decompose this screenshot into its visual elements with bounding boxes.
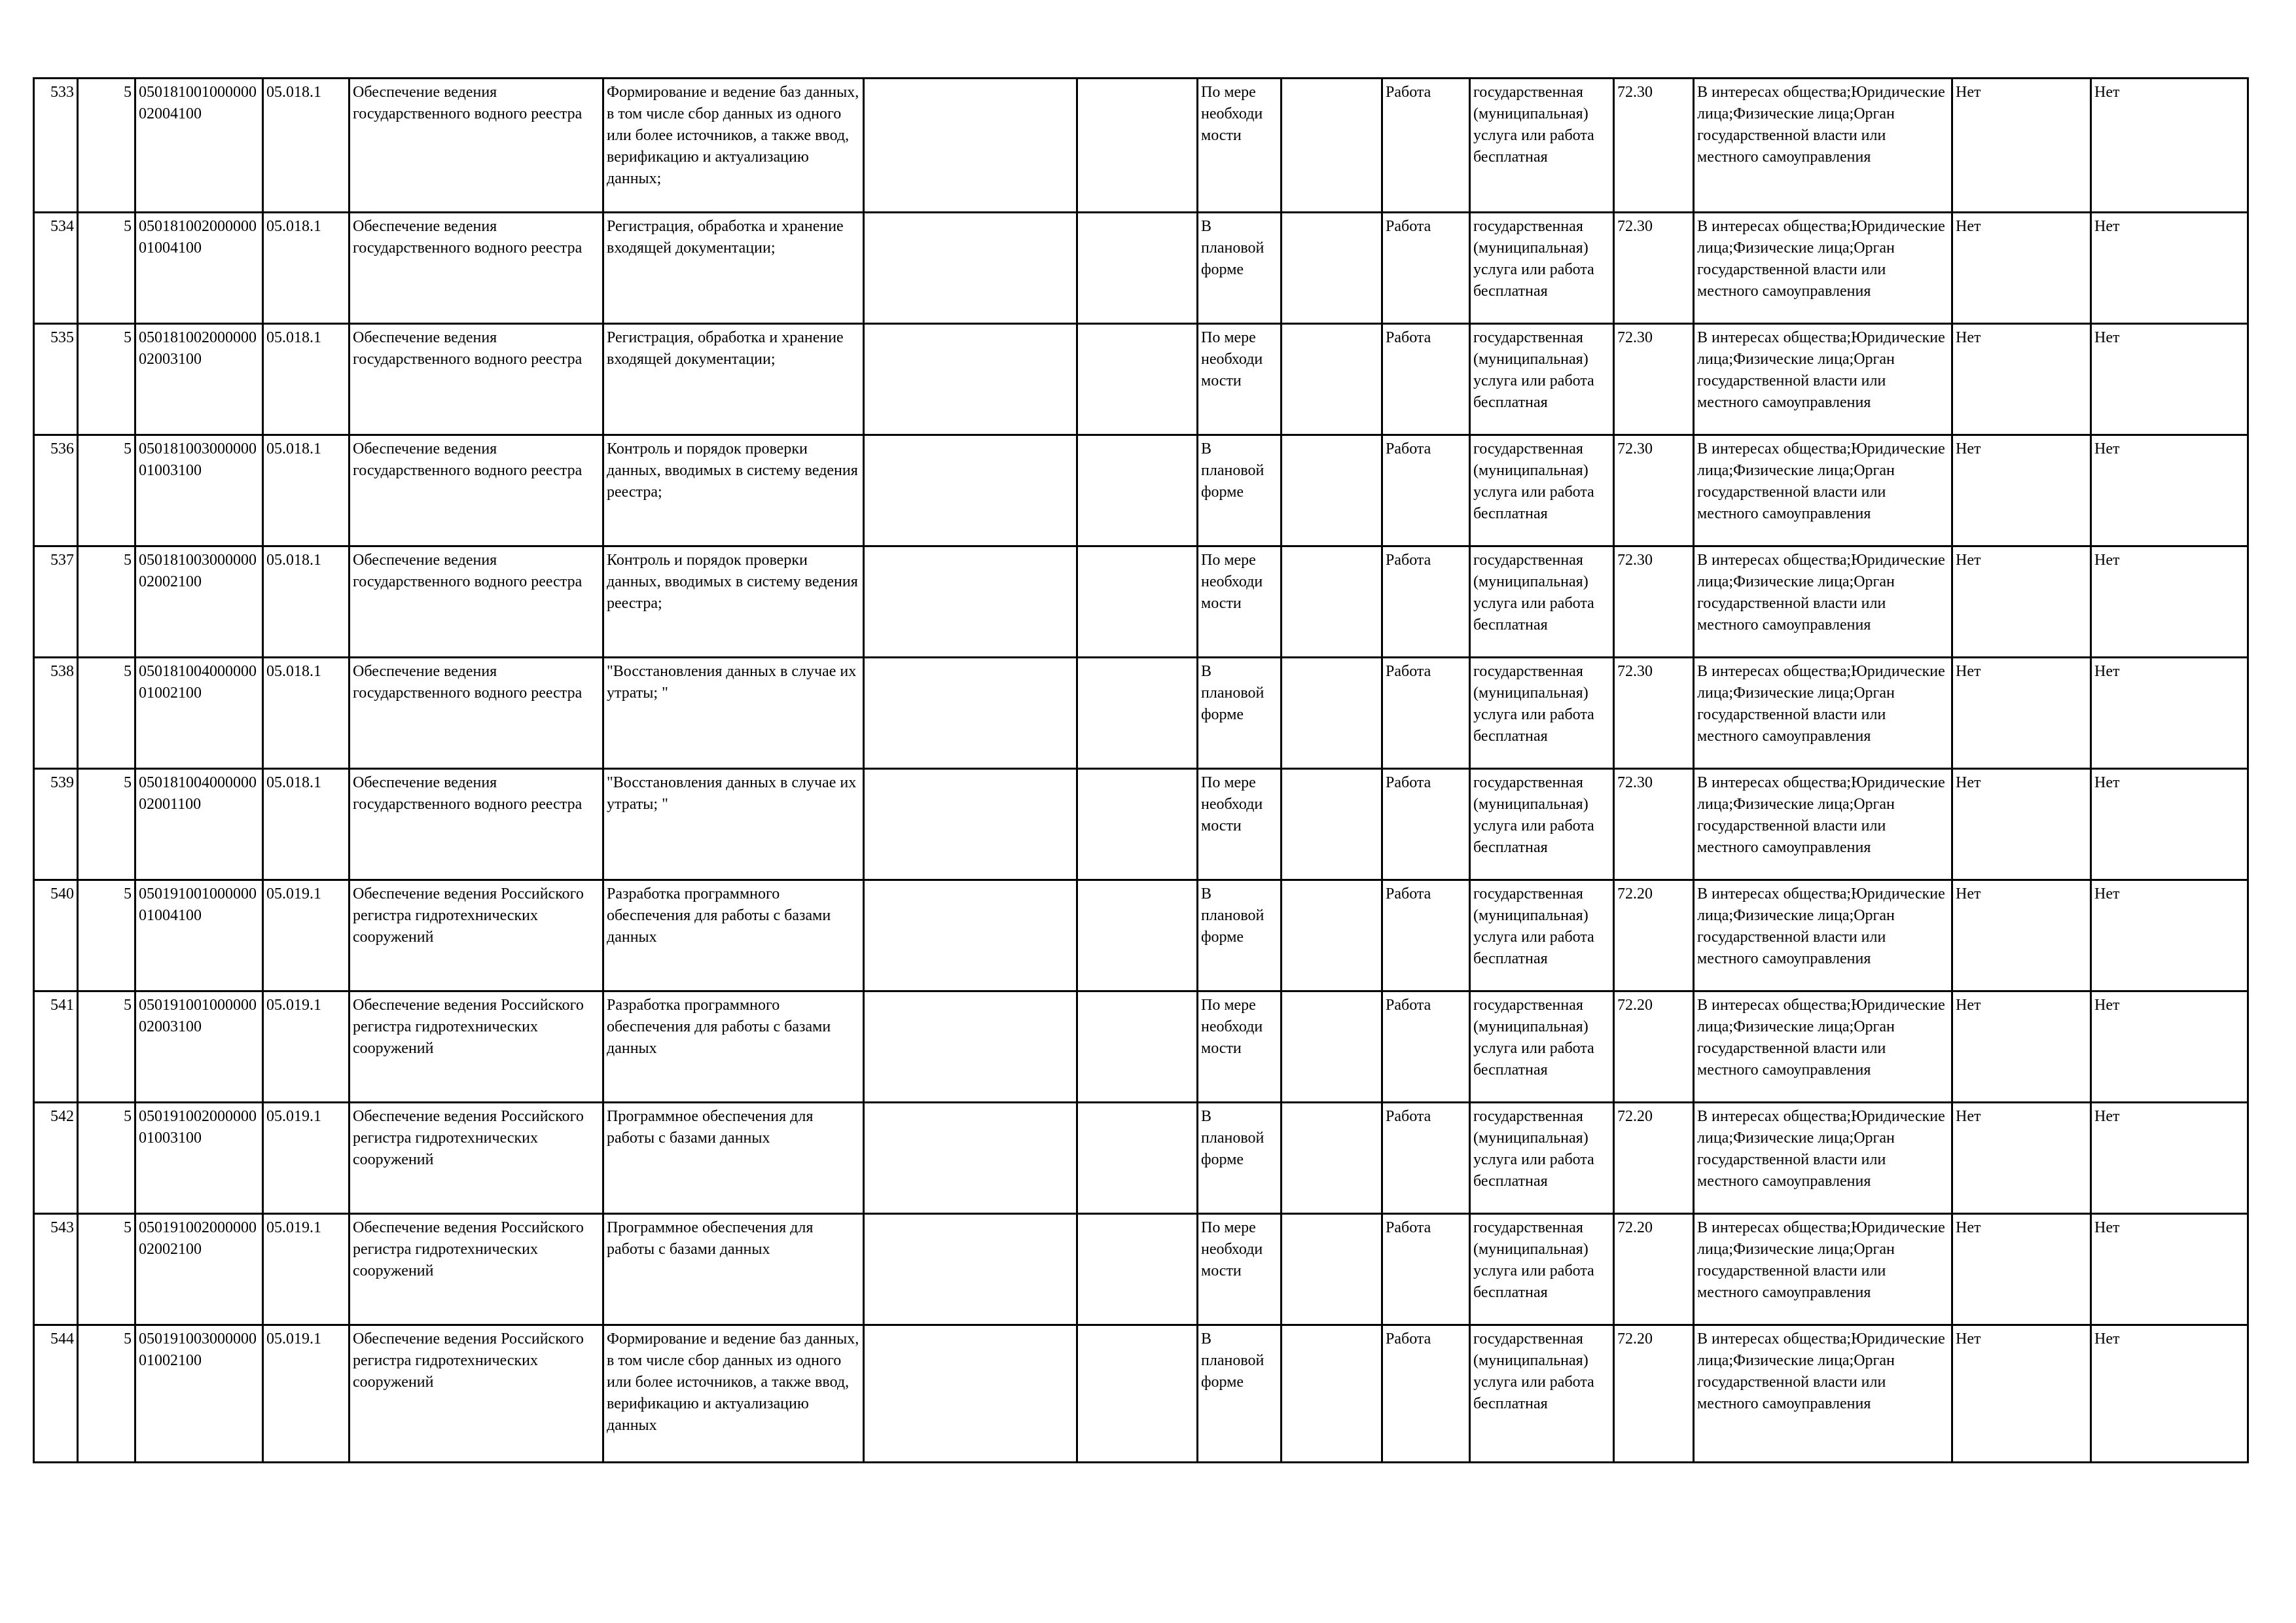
kind-cell: государственная (муниципальная) услуга или работа бесплатная <box>1470 658 1614 769</box>
service-name-cell: Обеспечение ведения Российского регистра гидротехнических сооружений <box>350 1325 603 1463</box>
row-number-cell: 534 <box>34 213 78 324</box>
okved-cell: 72.30 <box>1614 79 1694 213</box>
flag-cell-1: Нет <box>1952 324 2091 435</box>
empty-cell-10 <box>1282 324 1382 435</box>
registry-code-cell: 05019100100000002003100 <box>135 991 263 1103</box>
service-name-cell: Обеспечение ведения Российского регистра гидротехнических сооружений <box>350 880 603 991</box>
row-number-cell: 541 <box>34 991 78 1103</box>
table-row <box>34 79 2248 213</box>
level-cell: 5 <box>78 435 135 546</box>
empty-cell-8 <box>1077 769 1198 880</box>
work-content-cell: Формирование и ведение баз данных, в том числе сбор данных из одного или более источников, а также ввод, верификацию и актуализацию данных; <box>603 79 864 213</box>
empty-cell-10 <box>1282 546 1382 658</box>
section-code-cell: 05.018.1 <box>263 769 350 880</box>
work-content-cell: Формирование и ведение баз данных, в том числе сбор данных из одного или более источников, а также ввод, верификацию и актуализацию данных <box>603 1325 864 1463</box>
type-cell: Работа <box>1382 991 1470 1103</box>
registry-code-cell: 05018100200000002003100 <box>135 324 263 435</box>
flag-cell-1: Нет <box>1952 546 2091 658</box>
kind-cell: государственная (муниципальная) услуга или работа бесплатная <box>1470 1103 1614 1214</box>
empty-cell-8 <box>1077 79 1198 213</box>
flag-cell-2: Нет <box>2091 1325 2248 1463</box>
empty-cell-8 <box>1077 324 1198 435</box>
flag-cell-2: Нет <box>2091 213 2248 324</box>
kind-cell: государственная (муниципальная) услуга или работа бесплатная <box>1470 435 1614 546</box>
provision-form-cell: В плановой форме <box>1198 1325 1282 1463</box>
kind-cell: государственная (муниципальная) услуга или работа бесплатная <box>1470 1325 1614 1463</box>
empty-cell-8 <box>1077 880 1198 991</box>
work-content-cell: Программное обеспечения для работы с базами данных <box>603 1214 864 1325</box>
provision-form-cell: В плановой форме <box>1198 213 1282 324</box>
consumers-cell: В интересах общества;Юридические лица;Физические лица;Орган государственной власти или местного самоуправления <box>1694 79 1952 213</box>
okved-cell: 72.30 <box>1614 769 1694 880</box>
service-name-cell: Обеспечение ведения государственного водного реестра <box>350 769 603 880</box>
kind-cell: государственная (муниципальная) услуга или работа бесплатная <box>1470 546 1614 658</box>
section-code-cell: 05.018.1 <box>263 324 350 435</box>
level-cell: 5 <box>78 1325 135 1463</box>
empty-cell-8 <box>1077 1325 1198 1463</box>
empty-cell-7 <box>864 79 1077 213</box>
service-name-cell: Обеспечение ведения Российского регистра гидротехнических сооружений <box>350 1103 603 1214</box>
flag-cell-1: Нет <box>1952 769 2091 880</box>
work-content-cell: Регистрация, обработка и хранение входящей документации; <box>603 324 864 435</box>
okved-cell: 72.30 <box>1614 324 1694 435</box>
row-number-cell: 535 <box>34 324 78 435</box>
okved-cell: 72.30 <box>1614 435 1694 546</box>
flag-cell-2: Нет <box>2091 769 2248 880</box>
registry-code-cell: 05018100300000001003100 <box>135 435 263 546</box>
consumers-cell: В интересах общества;Юридические лица;Физические лица;Орган государственной власти или местного самоуправления <box>1694 546 1952 658</box>
empty-cell-8 <box>1077 213 1198 324</box>
type-cell: Работа <box>1382 880 1470 991</box>
section-code-cell: 05.019.1 <box>263 1325 350 1463</box>
service-name-cell: Обеспечение ведения государственного водного реестра <box>350 79 603 213</box>
section-code-cell: 05.019.1 <box>263 991 350 1103</box>
empty-cell-8 <box>1077 658 1198 769</box>
flag-cell-2: Нет <box>2091 324 2248 435</box>
consumers-cell: В интересах общества;Юридические лица;Физические лица;Орган государственной власти или местного самоуправления <box>1694 324 1952 435</box>
registry-code-cell: 05019100200000002002100 <box>135 1214 263 1325</box>
flag-cell-2: Нет <box>2091 79 2248 213</box>
registry-code-cell: 05018100400000002001100 <box>135 769 263 880</box>
empty-cell-8 <box>1077 991 1198 1103</box>
consumers-cell: В интересах общества;Юридические лица;Физические лица;Орган государственной власти или местного самоуправления <box>1694 1103 1952 1214</box>
level-cell: 5 <box>78 213 135 324</box>
service-name-cell: Обеспечение ведения государственного водного реестра <box>350 546 603 658</box>
level-cell: 5 <box>78 324 135 435</box>
registry-code-cell: 05019100300000001002100 <box>135 1325 263 1463</box>
okved-cell: 72.20 <box>1614 1103 1694 1214</box>
table-row <box>34 880 2248 991</box>
okved-cell: 72.20 <box>1614 1325 1694 1463</box>
type-cell: Работа <box>1382 213 1470 324</box>
empty-cell-7 <box>864 546 1077 658</box>
empty-cell-10 <box>1282 769 1382 880</box>
provision-form-cell: В плановой форме <box>1198 658 1282 769</box>
kind-cell: государственная (муниципальная) услуга или работа бесплатная <box>1470 213 1614 324</box>
empty-cell-10 <box>1282 880 1382 991</box>
provision-form-cell: По мере необходи мости <box>1198 546 1282 658</box>
consumers-cell: В интересах общества;Юридические лица;Физические лица;Орган государственной власти или местного самоуправления <box>1694 991 1952 1103</box>
empty-cell-10 <box>1282 79 1382 213</box>
table-row <box>34 1103 2248 1214</box>
service-name-cell: Обеспечение ведения государственного водного реестра <box>350 435 603 546</box>
consumers-cell: В интересах общества;Юридические лица;Физические лица;Орган государственной власти или местного самоуправления <box>1694 769 1952 880</box>
row-number-cell: 540 <box>34 880 78 991</box>
registry-code-cell: 05018100300000002002100 <box>135 546 263 658</box>
work-content-cell: "Восстановления данных в случае их утраты; " <box>603 658 864 769</box>
kind-cell: государственная (муниципальная) услуга или работа бесплатная <box>1470 79 1614 213</box>
provision-form-cell: В плановой форме <box>1198 1103 1282 1214</box>
type-cell: Работа <box>1382 769 1470 880</box>
consumers-cell: В интересах общества;Юридические лица;Физические лица;Орган государственной власти или местного самоуправления <box>1694 880 1952 991</box>
empty-cell-10 <box>1282 435 1382 546</box>
level-cell: 5 <box>78 1214 135 1325</box>
kind-cell: государственная (муниципальная) услуга или работа бесплатная <box>1470 880 1614 991</box>
service-name-cell: Обеспечение ведения Российского регистра гидротехнических сооружений <box>350 991 603 1103</box>
okved-cell: 72.30 <box>1614 546 1694 658</box>
row-number-cell: 539 <box>34 769 78 880</box>
flag-cell-1: Нет <box>1952 1325 2091 1463</box>
flag-cell-2: Нет <box>2091 658 2248 769</box>
work-content-cell: Контроль и порядок проверки данных, вводимых в систему ведения реестра; <box>603 546 864 658</box>
row-number-cell: 537 <box>34 546 78 658</box>
okved-cell: 72.20 <box>1614 991 1694 1103</box>
empty-cell-7 <box>864 1325 1077 1463</box>
empty-cell-7 <box>864 769 1077 880</box>
row-number-cell: 538 <box>34 658 78 769</box>
row-number-cell: 544 <box>34 1325 78 1463</box>
flag-cell-1: Нет <box>1952 1103 2091 1214</box>
flag-cell-1: Нет <box>1952 991 2091 1103</box>
empty-cell-8 <box>1077 546 1198 658</box>
flag-cell-1: Нет <box>1952 213 2091 324</box>
kind-cell: государственная (муниципальная) услуга или работа бесплатная <box>1470 324 1614 435</box>
empty-cell-10 <box>1282 658 1382 769</box>
empty-cell-7 <box>864 658 1077 769</box>
registry-table <box>33 77 2249 1463</box>
empty-cell-7 <box>864 991 1077 1103</box>
table-row <box>34 658 2248 769</box>
section-code-cell: 05.018.1 <box>263 435 350 546</box>
table-row <box>34 1325 2248 1463</box>
provision-form-cell: По мере необходи мости <box>1198 324 1282 435</box>
table-row <box>34 213 2248 324</box>
level-cell: 5 <box>78 769 135 880</box>
consumers-cell: В интересах общества;Юридические лица;Физические лица;Орган государственной власти или местного самоуправления <box>1694 1214 1952 1325</box>
type-cell: Работа <box>1382 1325 1470 1463</box>
work-content-cell: Разработка программного обеспечения для работы с базами данных <box>603 991 864 1103</box>
type-cell: Работа <box>1382 658 1470 769</box>
section-code-cell: 05.018.1 <box>263 79 350 213</box>
provision-form-cell: По мере необходи мости <box>1198 991 1282 1103</box>
level-cell: 5 <box>78 79 135 213</box>
row-number-cell: 533 <box>34 79 78 213</box>
type-cell: Работа <box>1382 546 1470 658</box>
kind-cell: государственная (муниципальная) услуга или работа бесплатная <box>1470 769 1614 880</box>
table-row <box>34 769 2248 880</box>
okved-cell: 72.30 <box>1614 658 1694 769</box>
level-cell: 5 <box>78 658 135 769</box>
flag-cell-2: Нет <box>2091 435 2248 546</box>
empty-cell-10 <box>1282 1214 1382 1325</box>
registry-code-cell: 05018100200000001004100 <box>135 213 263 324</box>
work-content-cell: Разработка программного обеспечения для работы с базами данных <box>603 880 864 991</box>
empty-cell-8 <box>1077 1103 1198 1214</box>
flag-cell-1: Нет <box>1952 435 2091 546</box>
flag-cell-2: Нет <box>2091 991 2248 1103</box>
type-cell: Работа <box>1382 1214 1470 1325</box>
service-name-cell: Обеспечение ведения государственного водного реестра <box>350 658 603 769</box>
empty-cell-7 <box>864 880 1077 991</box>
okved-cell: 72.30 <box>1614 213 1694 324</box>
consumers-cell: В интересах общества;Юридические лица;Физические лица;Орган государственной власти или местного самоуправления <box>1694 1325 1952 1463</box>
empty-cell-7 <box>864 324 1077 435</box>
provision-form-cell: В плановой форме <box>1198 435 1282 546</box>
okved-cell: 72.20 <box>1614 880 1694 991</box>
consumers-cell: В интересах общества;Юридические лица;Физические лица;Орган государственной власти или местного самоуправления <box>1694 435 1952 546</box>
section-code-cell: 05.018.1 <box>263 546 350 658</box>
registry-code-cell: 05018100400000001002100 <box>135 658 263 769</box>
service-name-cell: Обеспечение ведения государственного водного реестра <box>350 213 603 324</box>
flag-cell-1: Нет <box>1952 880 2091 991</box>
level-cell: 5 <box>78 1103 135 1214</box>
table-body <box>34 79 2248 1463</box>
empty-cell-8 <box>1077 1214 1198 1325</box>
kind-cell: государственная (муниципальная) услуга или работа бесплатная <box>1470 1214 1614 1325</box>
section-code-cell: 05.019.1 <box>263 1103 350 1214</box>
type-cell: Работа <box>1382 1103 1470 1214</box>
row-number-cell: 536 <box>34 435 78 546</box>
empty-cell-7 <box>864 213 1077 324</box>
empty-cell-7 <box>864 1214 1077 1325</box>
consumers-cell: В интересах общества;Юридические лица;Физические лица;Орган государственной власти или местного самоуправления <box>1694 658 1952 769</box>
work-content-cell: Контроль и порядок проверки данных, вводимых в систему ведения реестра; <box>603 435 864 546</box>
flag-cell-2: Нет <box>2091 546 2248 658</box>
empty-cell-8 <box>1077 435 1198 546</box>
work-content-cell: "Восстановления данных в случае их утраты; " <box>603 769 864 880</box>
provision-form-cell: В плановой форме <box>1198 880 1282 991</box>
flag-cell-1: Нет <box>1952 1214 2091 1325</box>
empty-cell-10 <box>1282 1103 1382 1214</box>
section-code-cell: 05.018.1 <box>263 213 350 324</box>
empty-cell-7 <box>864 435 1077 546</box>
flag-cell-2: Нет <box>2091 1103 2248 1214</box>
type-cell: Работа <box>1382 435 1470 546</box>
kind-cell: государственная (муниципальная) услуга или работа бесплатная <box>1470 991 1614 1103</box>
section-code-cell: 05.019.1 <box>263 880 350 991</box>
level-cell: 5 <box>78 880 135 991</box>
provision-form-cell: По мере необходи мости <box>1198 79 1282 213</box>
table-row <box>34 546 2248 658</box>
type-cell: Работа <box>1382 79 1470 213</box>
registry-code-cell: 05019100100000001004100 <box>135 880 263 991</box>
empty-cell-10 <box>1282 213 1382 324</box>
registry-code-cell: 05018100100000002004100 <box>135 79 263 213</box>
work-content-cell: Программное обеспечения для работы с базами данных <box>603 1103 864 1214</box>
flag-cell-2: Нет <box>2091 1214 2248 1325</box>
row-number-cell: 543 <box>34 1214 78 1325</box>
work-content-cell: Регистрация, обработка и хранение входящей документации; <box>603 213 864 324</box>
table-row <box>34 1214 2248 1325</box>
section-code-cell: 05.018.1 <box>263 658 350 769</box>
section-code-cell: 05.019.1 <box>263 1214 350 1325</box>
table-row <box>34 435 2248 546</box>
flag-cell-1: Нет <box>1952 658 2091 769</box>
table-row <box>34 324 2248 435</box>
row-number-cell: 542 <box>34 1103 78 1214</box>
flag-cell-1: Нет <box>1952 79 2091 213</box>
empty-cell-10 <box>1282 991 1382 1103</box>
table-row <box>34 991 2248 1103</box>
empty-cell-7 <box>864 1103 1077 1214</box>
service-name-cell: Обеспечение ведения Российского регистра гидротехнических сооружений <box>350 1214 603 1325</box>
registry-code-cell: 05019100200000001003100 <box>135 1103 263 1214</box>
provision-form-cell: По мере необходи мости <box>1198 1214 1282 1325</box>
level-cell: 5 <box>78 546 135 658</box>
consumers-cell: В интересах общества;Юридические лица;Физические лица;Орган государственной власти или местного самоуправления <box>1694 213 1952 324</box>
service-name-cell: Обеспечение ведения государственного водного реестра <box>350 324 603 435</box>
empty-cell-10 <box>1282 1325 1382 1463</box>
level-cell: 5 <box>78 991 135 1103</box>
okved-cell: 72.20 <box>1614 1214 1694 1325</box>
type-cell: Работа <box>1382 324 1470 435</box>
provision-form-cell: По мере необходи мости <box>1198 769 1282 880</box>
flag-cell-2: Нет <box>2091 880 2248 991</box>
